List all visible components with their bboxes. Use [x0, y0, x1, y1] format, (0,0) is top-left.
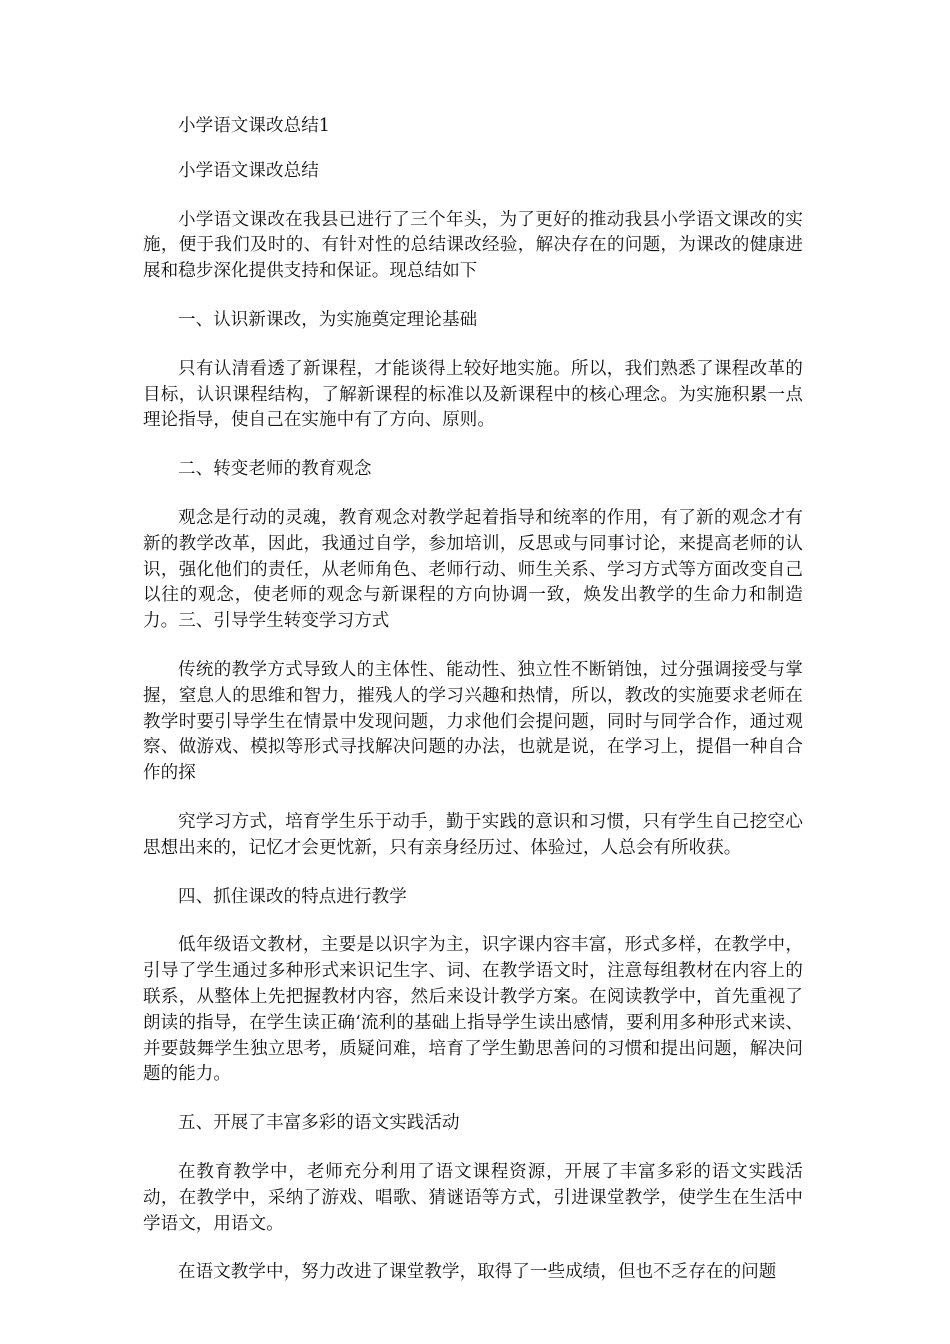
body-paragraph: 观念是行动的灵魂，教育观念对教学起着指导和统率的作用，有了新的观念才有新的教学改革，因此，我通过自学，参加培训，反思或与同事讨论，来提高老师的认识，强化他们的责任，从老师角色、老师行动、师生关系、学习方式等方面改变自己以往的观念，使老师的观念与新课程的方向协调一致，焕发出教学的生命力和制造力。三、引导学生转变学习方式	[143, 507, 803, 632]
intro-paragraph: 小学语文课改在我县已进行了三个年头，为了更好的推动我县小学语文课改的实施，便于我们及时的、有针对性的总结课改经验，解决存在的问题，为课改的健康进展和稳步深化提供支持和保证。现总结如下	[143, 209, 803, 282]
section-heading-4: 四、抓住课改的特点进行教学	[178, 886, 407, 907]
section-heading-2: 二、转变老师的教育观念	[178, 459, 372, 480]
body-paragraph: 传统的教学方式导致人的主体性、能动性、独立性不断销蚀，过分强调接受与掌握，窒息人的思维和智力，摧残人的学习兴趣和热情，所以，教改的实施要求老师在教学时要引导学生在情景中发现问题，力求他们会提问题，同时与同学合作，通过观察、做游戏、模拟等形式寻找解决问题的办法，也就是说，在学习上，提倡一种自合作的探	[143, 659, 803, 784]
body-paragraph: 只有认清看透了新课程，才能谈得上较好地实施。所以，我们熟悉了课程改革的目标，认识课程结构，了解新课程的标准以及新课程中的核心理念。为实施积累一点理论指导，使自己在实施中有了方向、原则。	[143, 358, 803, 431]
body-paragraph: 低年级语文教材，主要是以识字为主，识字课内容丰富，形式多样，在教学中，引导了学生通过多种形式来识记生字、词、在教学语文时，注意每组教材在内容上的联系，从整体上先把握教材内容，然后来设计教学方案。在阅读教学中，首先重视了朗读的指导，在学生读正确‘流利的基础上指导学生读出感情，要利用多种形式来读、并要鼓舞学生独立思考，质疑问难，培育了学生勤思善问的习惯和提出问题，解决问题的能力。	[143, 935, 803, 1085]
section-heading-5: 五、开展了丰富多彩的语文实践活动	[178, 1113, 460, 1134]
document-body	[143, 114, 803, 1286]
body-paragraph: 究学习方式，培育学生乐于动手，勤于实践的意识和习惯，只有学生自己挖空心思想出来的，记忆才会更忱新，只有亲身经历过、体验过，人总会有所收获。	[143, 811, 803, 858]
body-paragraph: 在教育教学中，老师充分利用了语文课程资源，开展了丰富多彩的语文实践活动，在教学中，采纳了游戏、唱歌、猜谜语等方式，引进课堂教学，使学生在生活中学语文，用语文。	[143, 1161, 803, 1234]
document-title: 小学语文课改总结1	[178, 116, 331, 136]
section-heading-1: 一、认识新课改，为实施奠定理论基础	[178, 309, 478, 330]
closing-paragraph: 在语文教学中，努力改进了课堂教学，取得了一些成绩，但也不乏存在的问题	[178, 1262, 777, 1283]
document-subtitle: 小学语文课改总结	[178, 160, 319, 181]
